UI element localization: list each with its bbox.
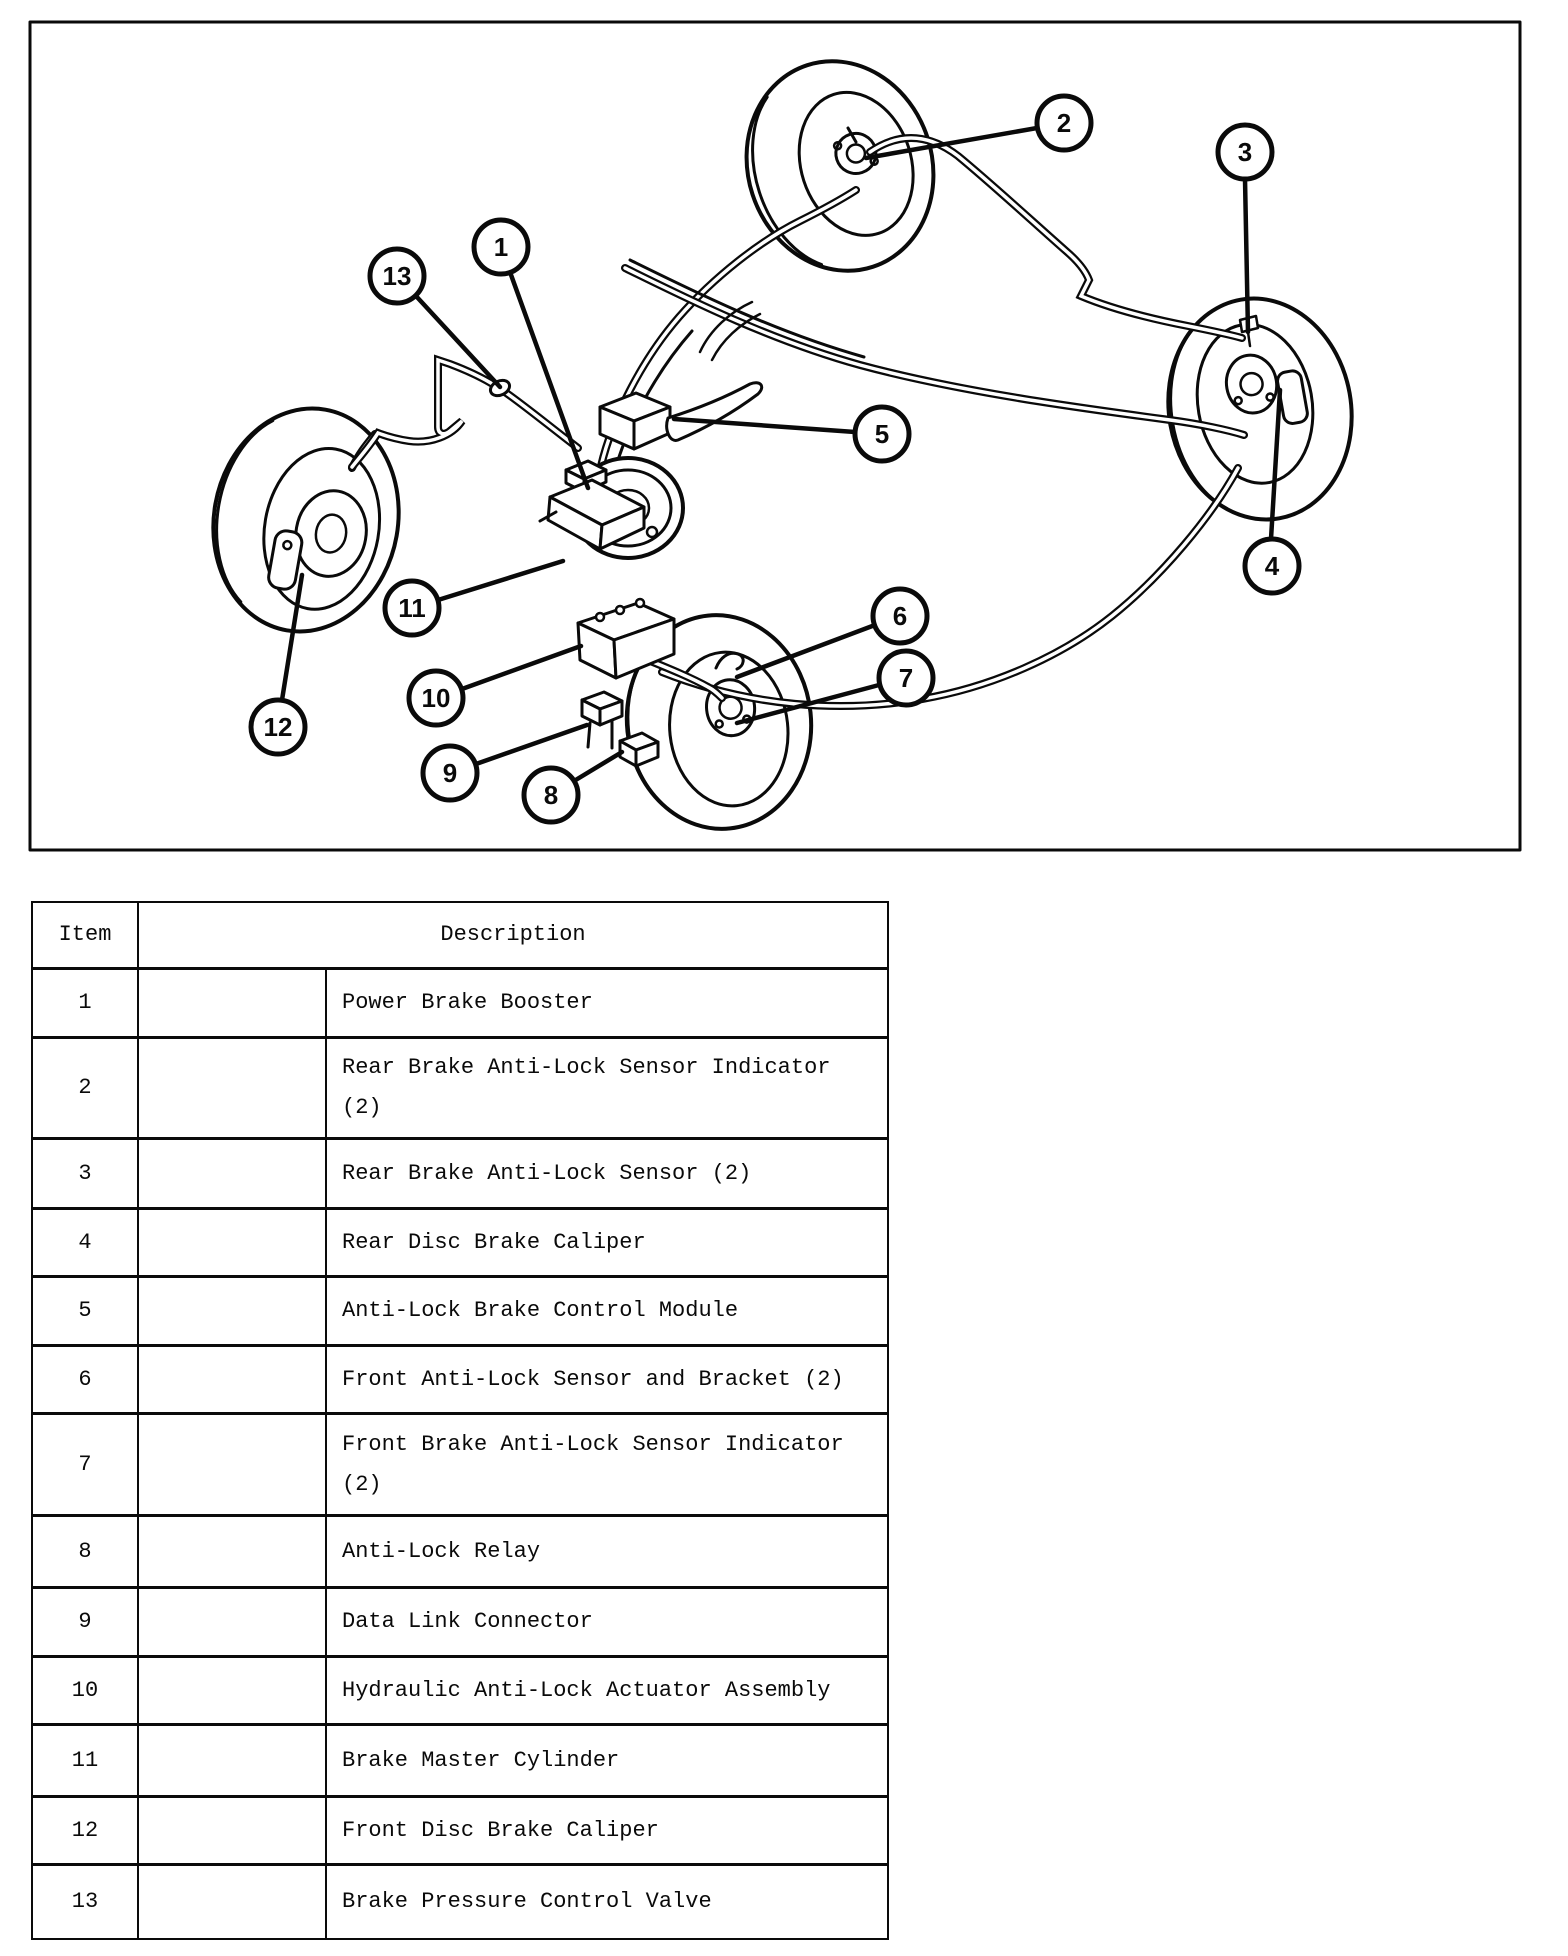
description-cell (327, 1726, 887, 1798)
description-cell (327, 1589, 887, 1658)
callout-3 (1218, 125, 1272, 179)
item-number: 4 (78, 1229, 92, 1255)
item-number: 1 (78, 990, 92, 1015)
callout-7 (879, 651, 933, 705)
callout-label: 3 (1237, 137, 1253, 167)
item-cell (33, 1866, 139, 1938)
empty-cell (139, 1517, 327, 1589)
description-cell (327, 1415, 887, 1517)
callout-label: 1 (493, 232, 509, 262)
empty-cell (139, 1415, 327, 1517)
item-cell (33, 1658, 139, 1726)
callout-2 (1037, 96, 1091, 150)
callout-11 (385, 581, 439, 635)
callout-12 (251, 700, 305, 754)
callout-label: 5 (874, 419, 890, 449)
description-cell (327, 1347, 887, 1415)
brake-system-diagram (0, 0, 1568, 880)
description-text: Power Brake Booster (342, 990, 593, 1015)
description-text: (2) (342, 1471, 382, 1497)
empty-cell (139, 1278, 327, 1347)
description-text: Brake Pressure Control Valve (342, 1889, 712, 1914)
empty-cell (139, 1140, 327, 1210)
empty-cell (139, 1039, 327, 1140)
item-number: 10 (71, 1677, 99, 1703)
description-text: Rear Disc Brake Caliper (342, 1229, 646, 1255)
callout-9 (423, 746, 477, 800)
description-cell (327, 1278, 887, 1347)
empty-cell (139, 1210, 327, 1278)
item-number: 2 (78, 1075, 92, 1100)
header-description-label: Description (440, 922, 586, 947)
callout-1 (474, 220, 528, 274)
callout-10 (409, 671, 463, 725)
item-number: 9 (78, 1609, 92, 1634)
callout-label: 4 (1264, 551, 1280, 581)
description-text: Front Disc Brake Caliper (342, 1817, 659, 1843)
item-cell (33, 1798, 139, 1866)
description-text: Hydraulic Anti-Lock Actuator Assembly (342, 1677, 831, 1703)
description-text: Front Anti-Lock Sensor and Bracket (2) (342, 1366, 844, 1392)
rear-left-wheel (720, 37, 961, 295)
item-number: 13 (71, 1889, 99, 1914)
callout-label: 8 (543, 780, 559, 810)
callout-4 (1245, 539, 1299, 593)
callout-label: 2 (1056, 108, 1072, 138)
empty-cell (139, 1798, 327, 1866)
callout-6 (873, 589, 927, 643)
description-cell (327, 1798, 887, 1866)
callout-label: 12 (263, 712, 293, 742)
description-cell (327, 1658, 887, 1726)
callout-label: 6 (892, 601, 908, 631)
header-item-label: Item (58, 922, 112, 947)
item-cell (33, 970, 139, 1039)
callout-13 (370, 249, 424, 303)
description-text: Anti-Lock Brake Control Module (342, 1298, 739, 1323)
item-cell (33, 1726, 139, 1798)
header-description (139, 903, 887, 970)
description-text: (2) (342, 1095, 382, 1120)
header-item (33, 903, 139, 970)
item-cell (33, 1039, 139, 1140)
item-number: 5 (78, 1298, 92, 1323)
item-cell (33, 1210, 139, 1278)
description-cell (327, 1517, 887, 1589)
item-number: 12 (71, 1817, 99, 1843)
item-cell (33, 1140, 139, 1210)
data-link-connector (582, 692, 622, 748)
description-cell (327, 1210, 887, 1278)
empty-cell (139, 970, 327, 1039)
callout-label: 13 (382, 261, 412, 291)
description-cell (327, 970, 887, 1039)
description-text: Data Link Connector (342, 1609, 593, 1634)
description-cell (327, 1866, 887, 1938)
callout-8 (524, 768, 578, 822)
empty-cell (139, 1347, 327, 1415)
empty-cell (139, 1866, 327, 1938)
item-cell (33, 1517, 139, 1589)
item-number: 7 (78, 1451, 92, 1477)
description-text: Anti-Lock Relay (342, 1538, 541, 1564)
item-cell (33, 1589, 139, 1658)
description-cell (327, 1039, 887, 1140)
parts-table (31, 901, 889, 1940)
description-text: Rear Brake Anti-Lock Sensor (2) (342, 1160, 752, 1186)
callout-label: 10 (421, 683, 451, 713)
item-number: 11 (71, 1747, 99, 1773)
callout-5 (855, 407, 909, 461)
empty-cell (139, 1658, 327, 1726)
item-cell (33, 1278, 139, 1347)
item-number: 6 (78, 1366, 92, 1392)
description-cell (327, 1140, 887, 1210)
item-number: 3 (78, 1160, 92, 1186)
empty-cell (139, 1726, 327, 1798)
description-text: Brake Master Cylinder (342, 1747, 620, 1773)
description-text: Front Brake Anti-Lock Sensor Indicator (342, 1431, 844, 1457)
empty-cell (139, 1589, 327, 1658)
callout-label: 11 (398, 593, 426, 623)
description-text: Rear Brake Anti-Lock Sensor Indicator (342, 1055, 831, 1080)
callout-label: 9 (442, 758, 458, 788)
item-number: 8 (78, 1538, 92, 1564)
item-cell (33, 1415, 139, 1517)
callout-label: 7 (898, 663, 914, 693)
item-cell (33, 1347, 139, 1415)
